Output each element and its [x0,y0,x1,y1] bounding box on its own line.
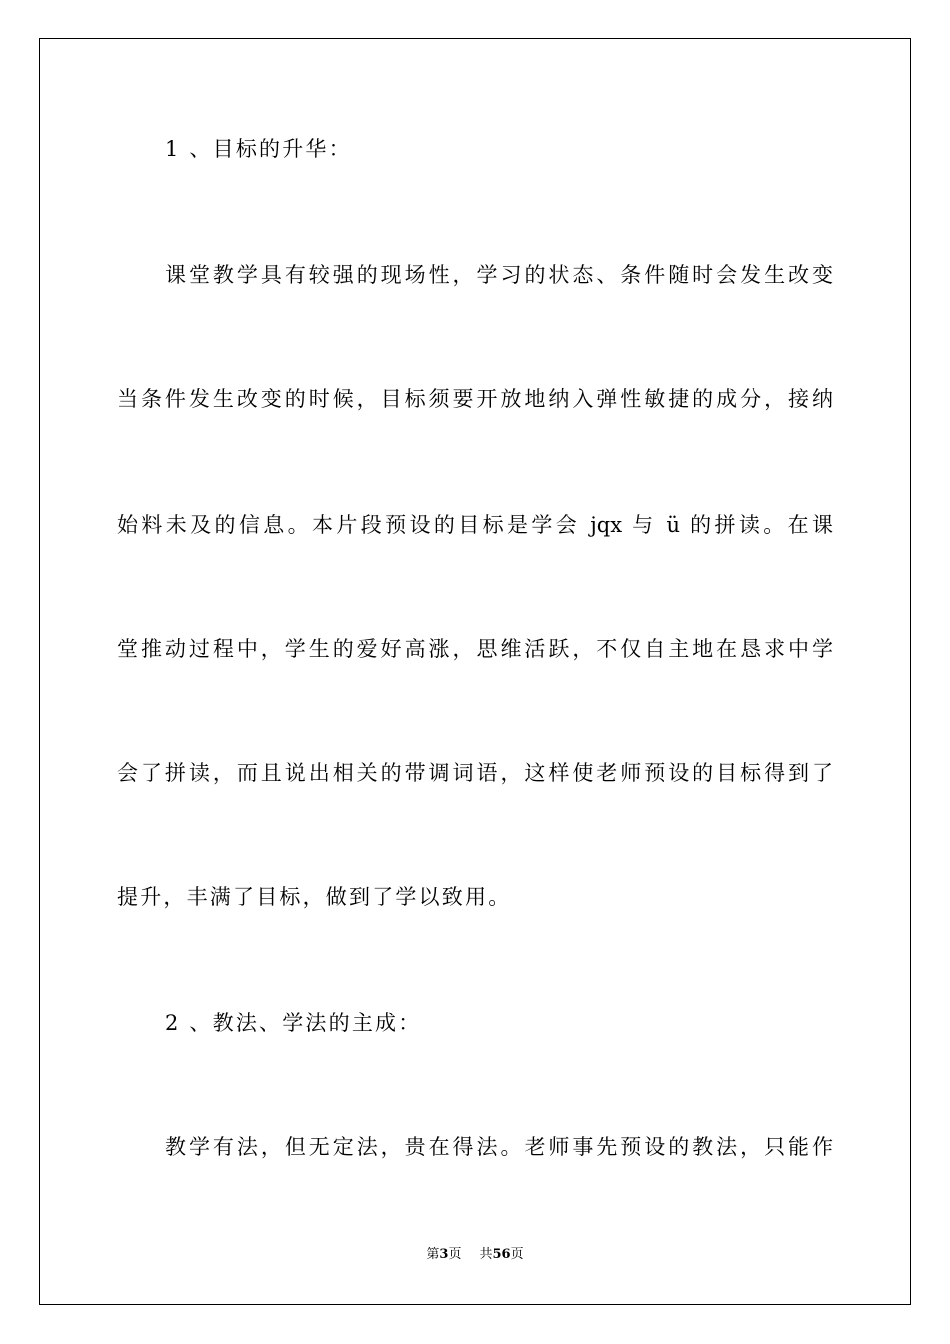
footer-page-number: 3 [439,1247,449,1262]
footer-total-suffix: 页 [510,1247,524,1262]
footer-page-suffix: 页 [448,1247,462,1262]
paragraph-line: 提升，丰满了目标，做到了学以致用。 [117,885,512,909]
section-heading-1: 1 、目标的升华： [165,137,352,161]
page-footer [0,1246,950,1264]
paragraph-line: 教学有法，但无定法，贵在得法。老师事先预设的教法，只能作 [165,1135,833,1159]
paragraph-line: 当条件发生改变的时候，目标须要开放地纳入弹性敏捷的成分，接纳 [117,387,833,411]
paragraph-line: 课堂教学具有较强的现场性，学习的状态、条件随时会发生改变 [165,263,833,287]
footer-total-pages: 56 [492,1247,511,1262]
footer-page-prefix: 第 [426,1247,440,1262]
paragraph-line: 会了拼读，而且说出相关的带调词语，这样使老师预设的目标得到了 [117,761,833,785]
section-heading-2: 2 、教法、学法的主成： [165,1011,422,1035]
footer-total-prefix: 共 [479,1247,493,1262]
paragraph-line: 堂推动过程中，学生的爱好高涨，思维活跃，不仅自主地在恳求中学 [117,637,833,661]
paragraph-line: 始料未及的信息。本片段预设的目标是学会 jqx 与 ü 的拼读。在课 [117,513,833,537]
page-border [39,38,911,1305]
